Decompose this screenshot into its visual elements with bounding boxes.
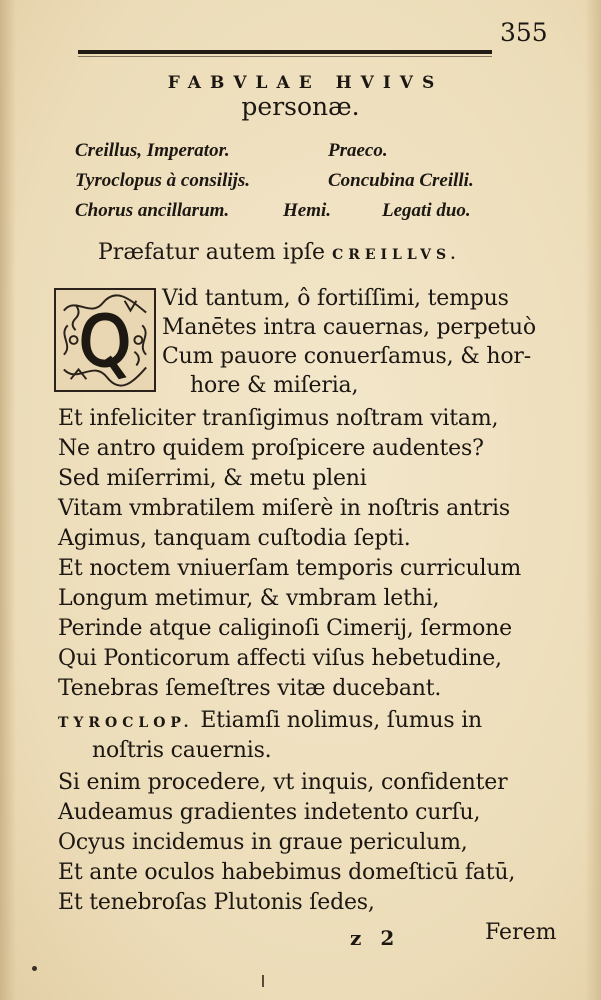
catchword: Ferem (485, 920, 557, 945)
verse-line-3: Cum pauore conuerſamus, & hor- (162, 344, 531, 369)
persona-creillus: Creillus, Imperator. (75, 140, 230, 161)
decorated-initial (54, 288, 156, 392)
persona-legati: Legati duo. (382, 200, 471, 221)
ink-spot (32, 966, 37, 971)
header-rule (78, 50, 492, 54)
verse2-line-5: Et tenebroſas Plutonis ſedes, (58, 890, 375, 915)
verse-line-1: Vid tantum, ô fortiſſimi, tempus (162, 286, 509, 311)
speech-speaker: TYROCLOP. (58, 715, 194, 731)
verse2-line-3: Ocyus incidemus in graue periculum, (58, 830, 468, 855)
verse2-line-1: Si enim procedere, vt inquis, confidenter (58, 770, 508, 795)
verse-line-14: Tenebras ſemeſtres vitæ ducebant. (58, 676, 442, 701)
preface-text: Præfatur autem ipſe (98, 240, 326, 265)
decorated-initial-ornament (56, 290, 154, 390)
verse-line-13: Qui Ponticorum affecti viſus hebetudine, (58, 646, 502, 671)
speech-line (58, 708, 482, 733)
verse-line-10: Et noctem vniuerſam temporis curriculum (58, 556, 521, 581)
verse-line-5: Et infeliciter tranſigimus noſtram vitam, (58, 406, 499, 431)
verse-line-11: Longum metimur, & vmbram lethi, (58, 586, 440, 611)
persona-chorus: Chorus ancillarum. (75, 200, 230, 221)
verse-line-2: Manētes intra cauernas, perpetuò (162, 315, 536, 340)
preface-line (98, 240, 460, 265)
signature-mark: z 2 (350, 926, 401, 950)
header-rule-thin (78, 56, 492, 57)
verse-line-6: Ne antro quidem proſpicere audentes? (58, 436, 484, 461)
speech-text: Etiamſi nolimus, ſumus in (200, 708, 483, 733)
persona-hemi: Hemi. (283, 200, 332, 221)
verse-line-7: Sed miſerrimi, & metu pleni (58, 466, 367, 491)
persona-concubina: Concubina Creilli. (328, 170, 474, 191)
verse-line-8: Vitam vmbratilem miſerè in noſtris antris (58, 496, 510, 521)
verse-line-4: hore & miſeria, (190, 373, 359, 398)
ink-mark (262, 975, 264, 987)
heading-fabulae: FABVLAE HVIVS (167, 73, 444, 93)
verse2-line-4: Et ante oculos habebimus domeſticū fatū, (58, 860, 516, 885)
persona-tyroclopus: Tyroclopus à consilijs. (75, 170, 251, 191)
page-edge-left (0, 0, 16, 1000)
verse-line-12: Perinde atque caliginoſi Cimerij, ſermone (58, 616, 512, 641)
page-edge-right (585, 0, 601, 1000)
heading-personae: personæ. (241, 92, 360, 121)
verse2-line-2: Audeamus gradientes indetento curſu, (58, 800, 481, 825)
speech-line-cont: noſtris cauernis. (92, 738, 272, 763)
page-number: 355 (500, 18, 548, 47)
verse-line-9: Agimus, tanquam cuſtodia ſepti. (58, 526, 411, 551)
preface-speaker: CREILLVS. (332, 247, 461, 263)
persona-praeco: Praeco. (328, 140, 388, 161)
